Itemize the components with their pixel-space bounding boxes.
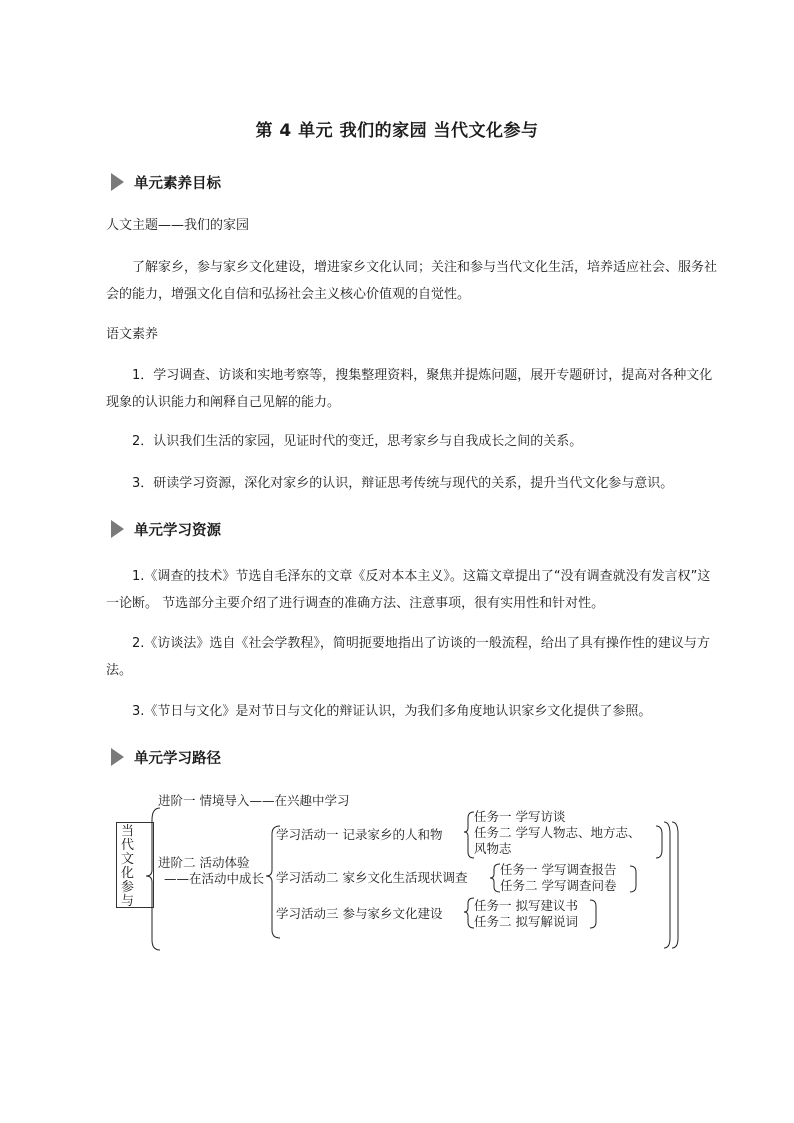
outer-brace-right-b [672, 822, 678, 948]
outer-brace-left [146, 808, 160, 950]
diagram-task: 风物志 [474, 841, 512, 856]
diagram-task: 任务一 学写访谈 [474, 809, 566, 824]
diagram-activity-1: 学习活动一 记录家乡的人和物 [276, 827, 443, 842]
diagram-activity-3: 学习活动三 参与家乡文化建设 [276, 906, 443, 921]
right-brace-1 [656, 826, 662, 858]
task-brace-3 [464, 898, 474, 928]
diagram-task: 任务二 学写人物志、地方志、 [474, 825, 641, 840]
subheading-literacy: 语文素养 [106, 327, 159, 342]
list-item: 1.《调查的技术》节选自毛泽东的文章《反对本本主义》。这篇文章提出了“没有调查就没有发言权”这一论断。 节选部分主要介绍了进行调查的准确方法、注意事项，很有实用性和针对性。 [106, 569, 711, 611]
diagram-task: 任务一 学写调查报告 [500, 862, 617, 877]
list-item: 3．研读学习资源，深化对家乡的认识，辩证思考传统与现代的关系，提升当代文化参与意识。 [132, 476, 674, 491]
list-item: 2．认识我们生活的家园，见证时代的变迁，思考家乡与自我成长之间的关系。 [132, 434, 583, 449]
diagram-stage-1: 进阶一 情境导入——在兴趣中学习 [158, 793, 350, 808]
section-heading: 单元学习路径 [134, 750, 221, 767]
diagram-activity-2: 学习活动二 家乡文化生活现状调查 [276, 870, 468, 885]
task-brace-2 [490, 864, 500, 892]
right-brace-3 [590, 900, 596, 928]
right-brace-2 [630, 866, 636, 892]
diagram-task: 任务一 拟写建议书 [474, 898, 578, 913]
paragraph-theme-goal: 了解家乡，参与家乡文化建设，增进家乡文化认同；关注和参与当代文化生活，培养适应社会、服务社会的能力，增强文化自信和弘扬社会主义核心价值观的自觉性。 [106, 260, 718, 302]
section-heading: 单元学习资源 [134, 522, 221, 539]
outer-brace-right-a [664, 822, 670, 948]
section-heading: 单元素养目标 [134, 175, 221, 192]
list-item: 1．学习调查、访谈和实地考察等，搜集整理资料，聚焦并提炼问题，展开专题研讨，提高对各种文化现象的认识能力和阐释自己见解的能力。 [106, 368, 713, 410]
diagram-task: 任务二 拟写解说词 [474, 914, 578, 929]
list-item: 2.《访谈法》选自《社会学教程》，简明扼要地指出了访谈的一般流程，给出了具有操作性的建议与方法。 [106, 636, 710, 678]
diagram-root-label: 当 代 文 化 参 与 [121, 824, 135, 909]
task-brace-1 [464, 812, 474, 858]
subheading-humanities-theme: 人文主题——我们的家园 [106, 218, 250, 233]
list-item: 3.《节日与文化》是对节日与文化的辩证认识，为我们多角度地认识家乡文化提供了参照。 [132, 704, 652, 719]
diagram-task: 任务二 学写调查问卷 [500, 878, 617, 893]
diagram-stage-2-line1: 进阶二 活动体验 [158, 855, 250, 870]
page-title: 第 4 单元 我们的家园 当代文化参与 [255, 121, 539, 141]
diagram-stage-2-line2: ——在活动中成长 [164, 871, 265, 886]
